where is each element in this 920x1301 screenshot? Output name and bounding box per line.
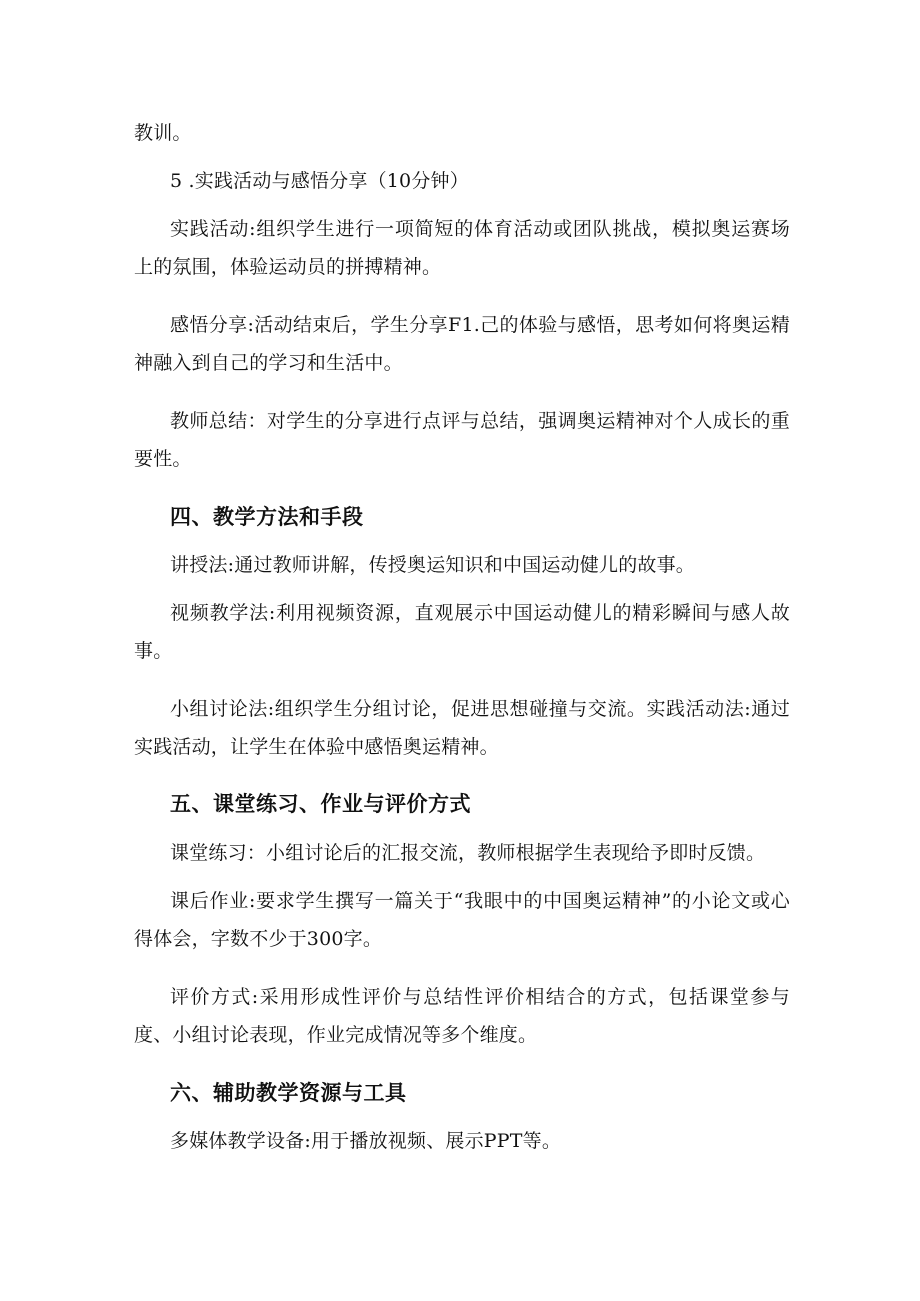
paragraph-video-method: 视频教学法:利用视频资源，直观展示中国运动健儿的精彩瞬间与感人故事。: [134, 602, 790, 662]
paragraph-homework: 课后作业:要求学生撰写一篇关于“我眼中的中国奥运精神”的小论文或心得体会，字数不少于300字。: [134, 890, 790, 950]
paragraph-classroom-exercise: 课堂练习：小组讨论后的汇报交流，教师根据学生表现给予即时反馈。: [170, 842, 766, 864]
paragraph-practice-activity: 实践活动:组织学生进行一项简短的体育活动或团队挑战，模拟奥运赛场上的氛围，体验运动员的拼搏精神。: [134, 218, 790, 278]
heading-teaching-methods: 四、教学方法和手段: [170, 505, 364, 529]
paragraph-evaluation-method: 评价方式:采用形成性评价与总结性评价相结合的方式，包括课堂参与度、小组讨论表现，作业完成情况等多个维度。: [134, 986, 790, 1046]
section-item-5: 5 .实践活动与感悟分享（10分钟）: [170, 170, 469, 192]
paragraph-multimedia: 多媒体教学设备:用于播放视频、展示PPT等。: [170, 1130, 562, 1152]
heading-teaching-resources: 六、辅助教学资源与工具: [170, 1081, 407, 1105]
paragraph-teacher-summary: 教师总结：对学生的分享进行点评与总结，强调奥运精神对个人成长的重要性。: [134, 410, 790, 470]
paragraph-lecture-method: 讲授法:通过教师讲解，传授奥运知识和中国运动健儿的故事。: [170, 554, 696, 576]
heading-exercises-evaluation: 五、课堂练习、作业与评价方式: [170, 792, 471, 816]
paragraph-reflection-sharing: 感悟分享:活动结束后，学生分享F1.己的体验与感悟，思考如何将奥运精神融入到自己的学习和生活中。: [134, 314, 790, 374]
paragraph-continuation: 教训。: [134, 122, 192, 144]
paragraph-group-discussion: 小组讨论法:组织学生分组讨论，促进思想碰撞与交流。实践活动法:通过实践活动，让学生在体验中感悟奥运精神。: [134, 698, 790, 758]
